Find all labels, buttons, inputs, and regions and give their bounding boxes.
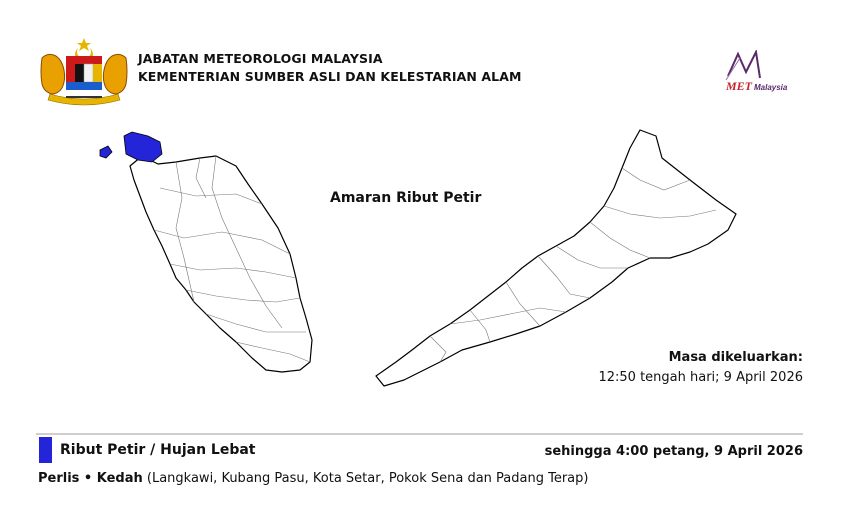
coat-of-arms-icon [36, 36, 132, 106]
peninsular-malaysia [130, 156, 312, 372]
warning-type: Ribut Petir / Hujan Lebat [60, 442, 256, 458]
warning-states: Perlis • Kedah [38, 471, 143, 486]
issued-label: Masa dikeluarkan: [668, 350, 803, 365]
warning-districts: (Langkawi, Kubang Pasu, Kota Setar, Pokok Sena dan Padang Terap) [142, 471, 589, 486]
divider [36, 433, 803, 435]
issued-time-block [598, 348, 803, 388]
header [36, 36, 816, 106]
warning-valid-until: sehingga 4:00 petang, 9 April 2026 [544, 444, 803, 459]
warning-color-bar [39, 437, 52, 463]
met-malaysia-logo [716, 50, 806, 94]
agency-title-block [138, 50, 522, 86]
agency-name: JABATAN METEOROLOGI MALAYSIA [138, 51, 383, 66]
highlighted-perlis-kedah [124, 132, 162, 162]
ministry-name: KEMENTERIAN SUMBER ASLI DAN KELESTARIAN ALAM [138, 69, 522, 84]
warning-areas [38, 471, 588, 486]
map-title: Amaran Ribut Petir [330, 190, 482, 206]
met-logo-text: MET [726, 79, 753, 93]
perlis-kedah-highlight [100, 132, 162, 162]
issued-time: 12:50 tengah hari; 9 April 2026 [598, 370, 803, 385]
highlighted-langkawi [100, 146, 112, 158]
peninsular-outline [130, 156, 312, 372]
met-logo-suffix: Malaysia [754, 83, 788, 92]
